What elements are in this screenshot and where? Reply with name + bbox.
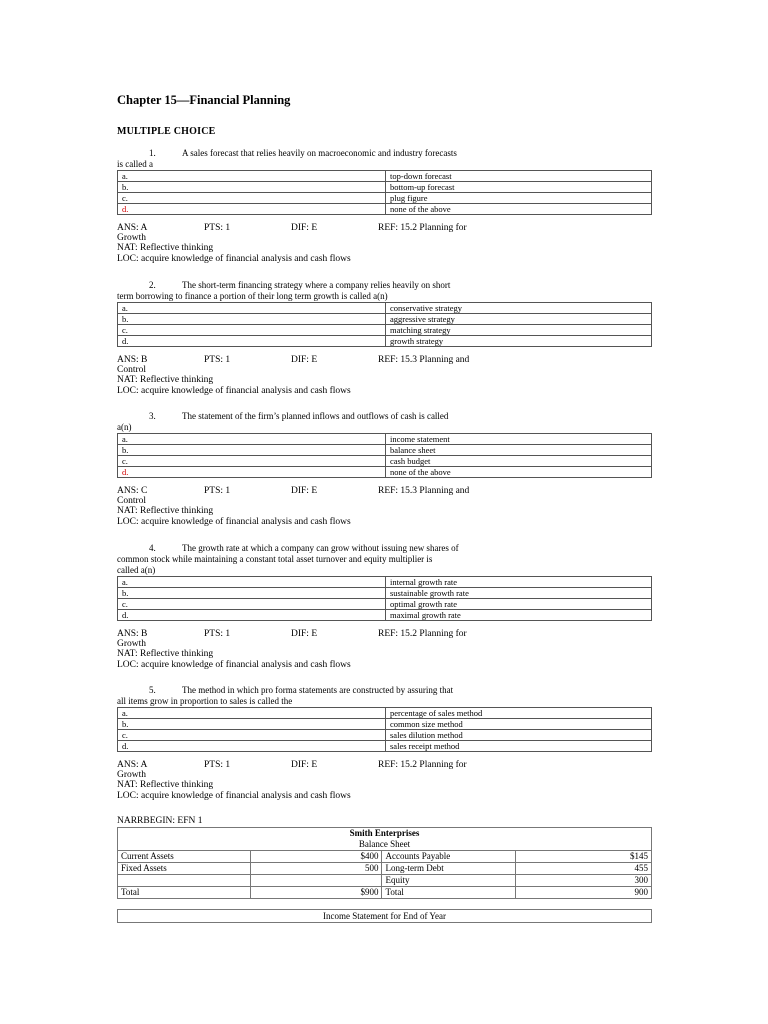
choice-row <box>118 204 652 215</box>
choice-row <box>118 456 652 467</box>
choice-letter: b. <box>118 314 386 325</box>
asset-label <box>118 875 251 887</box>
loc-tag: LOC: acquire knowledge of financial analysis and cash flows <box>117 660 351 670</box>
choice-row <box>118 719 652 730</box>
asset-label: Fixed Assets <box>118 863 251 875</box>
asset-value: $900 <box>251 887 382 899</box>
choice-letter: c. <box>118 456 386 467</box>
choice-row <box>118 730 652 741</box>
choice-text: aggressive strategy <box>386 314 652 325</box>
difficulty: DIF: E <box>291 355 318 365</box>
section-heading: MULTIPLE CHOICE <box>117 126 216 137</box>
question-number: 4. <box>149 543 156 553</box>
loc-tag: LOC: acquire knowledge of financial analysis and cash flows <box>117 254 351 264</box>
choice-letter: b. <box>118 182 386 193</box>
choice-text: plug figure <box>386 193 652 204</box>
asset-value: $400 <box>251 851 382 863</box>
points: PTS: 1 <box>204 486 231 496</box>
balance-sheet-row <box>118 851 652 863</box>
balance-sheet-table <box>117 827 652 899</box>
balance-sheet-company: Smith Enterprises <box>118 828 652 840</box>
balance-sheet-row <box>118 887 652 899</box>
choice-text: growth strategy <box>386 336 652 347</box>
choices-table <box>117 707 652 752</box>
liability-label: Long-term Debt <box>382 863 515 875</box>
choice-text: matching strategy <box>386 325 652 336</box>
asset-label: Total <box>118 887 251 899</box>
choice-letter: c. <box>118 193 386 204</box>
question-text-line: The growth rate at which a company can grow without issuing new shares of <box>182 543 459 553</box>
answer-key: ANS: B <box>117 629 148 639</box>
reference: REF: 15.3 Planning and <box>378 355 470 365</box>
choice-letter: a. <box>118 434 386 445</box>
choice-letter: d. <box>118 336 386 347</box>
choice-letter: b. <box>118 719 386 730</box>
loc-tag: LOC: acquire knowledge of financial analysis and cash flows <box>117 517 351 527</box>
choice-row <box>118 182 652 193</box>
reference-continued: Growth <box>117 233 147 243</box>
choice-row <box>118 193 652 204</box>
answer-key: ANS: C <box>117 486 148 496</box>
choice-letter: b. <box>118 588 386 599</box>
choice-letter: d. <box>118 467 386 478</box>
liability-value: 300 <box>515 875 651 887</box>
answer-key: ANS: A <box>117 760 148 770</box>
choice-text: conservative strategy <box>386 303 652 314</box>
question-text-line: called a(n) <box>117 565 156 575</box>
choice-text: sales dilution method <box>386 730 652 741</box>
choice-text: percentage of sales method <box>386 708 652 719</box>
balance-sheet-row <box>118 863 652 875</box>
choice-row <box>118 708 652 719</box>
choice-row <box>118 610 652 621</box>
reference: REF: 15.2 Planning for <box>378 760 467 770</box>
choices-table <box>117 170 652 215</box>
choice-row <box>118 445 652 456</box>
answer-key: ANS: A <box>117 223 148 233</box>
points: PTS: 1 <box>204 355 231 365</box>
question-text-line: The statement of the firm’s planned inflows and outflows of cash is called <box>182 411 449 421</box>
reference: REF: 15.3 Planning and <box>378 486 470 496</box>
nat-tag: NAT: Reflective thinking <box>117 506 214 516</box>
difficulty: DIF: E <box>291 760 318 770</box>
question-text-line: The short-term financing strategy where a company relies heavily on short <box>182 280 451 290</box>
question-text-line: common stock while maintaining a constant total asset turnover and equity multiplier is <box>117 554 433 564</box>
choice-text: none of the above <box>386 467 652 478</box>
asset-label: Current Assets <box>118 851 251 863</box>
liability-label: Accounts Payable <box>382 851 515 863</box>
choice-row <box>118 741 652 752</box>
nat-tag: NAT: Reflective thinking <box>117 243 214 253</box>
difficulty: DIF: E <box>291 629 318 639</box>
choices-table <box>117 302 652 347</box>
choice-text: bottom-up forecast <box>386 182 652 193</box>
nat-tag: NAT: Reflective thinking <box>117 375 214 385</box>
choice-row <box>118 577 652 588</box>
choice-row <box>118 588 652 599</box>
question-text-line: The method in which pro forma statements are constructed by assuring that <box>182 685 454 695</box>
balance-sheet-row <box>118 875 652 887</box>
asset-value <box>251 875 382 887</box>
choice-text: sustainable growth rate <box>386 588 652 599</box>
question-number: 3. <box>149 411 156 421</box>
choice-letter: c. <box>118 730 386 741</box>
choice-row <box>118 314 652 325</box>
question-text-line: A sales forecast that relies heavily on macroeconomic and industry forecasts <box>182 148 457 158</box>
question-number: 1. <box>149 148 156 158</box>
choice-text: maximal growth rate <box>386 610 652 621</box>
choices-table <box>117 576 652 621</box>
choice-text: common size method <box>386 719 652 730</box>
reference: REF: 15.2 Planning for <box>378 223 467 233</box>
question-number: 2. <box>149 280 156 290</box>
liability-value: 900 <box>515 887 651 899</box>
choice-row <box>118 171 652 182</box>
question-number: 5. <box>149 685 156 695</box>
points: PTS: 1 <box>204 223 231 233</box>
question-text-line: is called a <box>117 159 153 169</box>
choice-letter: a. <box>118 708 386 719</box>
choice-row <box>118 434 652 445</box>
choice-letter: a. <box>118 303 386 314</box>
liability-value: 455 <box>515 863 651 875</box>
reference-continued: Growth <box>117 639 147 649</box>
choice-letter: b. <box>118 445 386 456</box>
choice-row <box>118 467 652 478</box>
choice-letter: c. <box>118 599 386 610</box>
choice-letter: d. <box>118 204 386 215</box>
income-statement-header <box>117 909 652 923</box>
choice-letter: a. <box>118 577 386 588</box>
nat-tag: NAT: Reflective thinking <box>117 649 214 659</box>
reference-continued: Growth <box>117 770 147 780</box>
choices-table <box>117 433 652 478</box>
liability-label: Total <box>382 887 515 899</box>
choice-letter: c. <box>118 325 386 336</box>
question-text-line: term borrowing to finance a portion of their long term growth is called a(n) <box>117 291 388 301</box>
liability-label: Equity <box>382 875 515 887</box>
asset-value: 500 <box>251 863 382 875</box>
nat-tag: NAT: Reflective thinking <box>117 780 214 790</box>
chapter-title: Chapter 15—Financial Planning <box>117 93 291 107</box>
question-text-line: a(n) <box>117 422 132 432</box>
choice-row <box>118 303 652 314</box>
choice-row <box>118 336 652 347</box>
choice-text: cash budget <box>386 456 652 467</box>
choice-text: internal growth rate <box>386 577 652 588</box>
difficulty: DIF: E <box>291 223 318 233</box>
choice-text: balance sheet <box>386 445 652 456</box>
choice-text: sales receipt method <box>386 741 652 752</box>
reference: REF: 15.2 Planning for <box>378 629 467 639</box>
choice-text: optimal growth rate <box>386 599 652 610</box>
liability-value: $145 <box>515 851 651 863</box>
points: PTS: 1 <box>204 760 231 770</box>
choice-text: top-down forecast <box>386 171 652 182</box>
choice-text: none of the above <box>386 204 652 215</box>
choice-letter: d. <box>118 610 386 621</box>
question-text-line: all items grow in proportion to sales is called the <box>117 696 293 706</box>
choice-letter: d. <box>118 741 386 752</box>
narrative-marker: NARRBEGIN: EFN 1 <box>117 816 203 826</box>
choice-text: income statement <box>386 434 652 445</box>
choice-row <box>118 599 652 610</box>
difficulty: DIF: E <box>291 486 318 496</box>
choice-row <box>118 325 652 336</box>
points: PTS: 1 <box>204 629 231 639</box>
answer-key: ANS: B <box>117 355 148 365</box>
loc-tag: LOC: acquire knowledge of financial analysis and cash flows <box>117 791 351 801</box>
balance-sheet-subtitle: Balance Sheet <box>118 839 652 851</box>
reference-continued: Control <box>117 496 147 506</box>
reference-continued: Control <box>117 365 147 375</box>
loc-tag: LOC: acquire knowledge of financial analysis and cash flows <box>117 386 351 396</box>
income-statement-title: Income Statement for End of Year <box>323 911 446 921</box>
choice-letter: a. <box>118 171 386 182</box>
